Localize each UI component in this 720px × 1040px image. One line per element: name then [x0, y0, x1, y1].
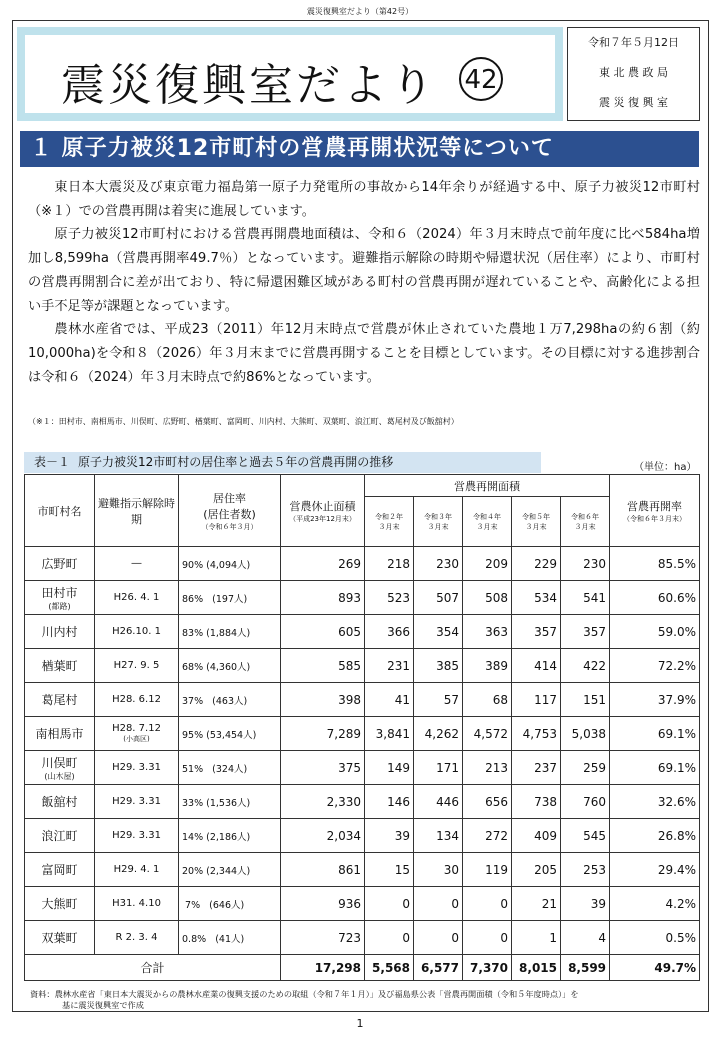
table-caption: [24, 452, 541, 473]
cell-resumed-area: 253: [561, 853, 610, 887]
cell-residence-rate: 68% (4,360人): [179, 649, 281, 683]
cell-resumed-area: 39: [365, 819, 414, 853]
cell-resumed-area: 57: [414, 683, 463, 717]
cell-suspended-area: 893: [281, 581, 365, 615]
info-box: [567, 27, 700, 121]
table-row: [25, 615, 700, 649]
header-name: 市町村名: [25, 475, 95, 547]
table-row: [25, 717, 700, 751]
cell-municipality-sub: (山木屋): [44, 771, 75, 781]
cell-resumed-area: 4,753: [512, 717, 561, 751]
cell-residence-rate: 86% (197人): [179, 581, 281, 615]
source-line-1: 資料：農林水産省「東日本大震災からの農林水産業の復興支援のための取組（令和７年１月）」及び福島県公表「営農再開面積（令和５年度時点）」を: [30, 989, 579, 999]
cell-evacuation-lifted: H26.10. 1: [95, 615, 179, 649]
cell-resumed-area: 357: [561, 615, 610, 649]
header-year: 令和３年 ３月末: [414, 497, 463, 547]
paragraph-1: 東日本大震災及び東京電力福島第一原子力発電所の事故から14年余りが経過する中、原子力被災12市町村（※１）での営農再開は着実に進展しています。: [28, 180, 700, 219]
cell-residence-rate: 20% (2,344人): [179, 853, 281, 887]
cell-total-resumed: 7,370: [463, 955, 512, 981]
paragraph-3: 農林水産省では、平成23（2011）年12月末時点で営農が休止されていた農地１万7,298haの約６割（約10,000ha)を令和８（2026）年３月末までに営農再開することを目標としています。その目標に対する進捗割合は令和６（2024）年３月末時点で約86%となっています。: [28, 322, 700, 385]
cell-resumed-area: 738: [512, 785, 561, 819]
cell-resumed-area: 21: [512, 887, 561, 921]
header-suspended-note: （平成23年12月末）: [289, 514, 356, 523]
cell-evacuation-lifted: H31. 4.10: [95, 887, 179, 921]
cell-resumption-rate: 4.2%: [610, 887, 700, 921]
cell-resumption-rate: 37.9%: [610, 683, 700, 717]
cell-resumption-rate: 26.8%: [610, 819, 700, 853]
table-row: [25, 853, 700, 887]
cell-municipality: 大熊町: [25, 887, 95, 921]
masthead-inner: [25, 35, 555, 113]
cell-resumed-area: 4: [561, 921, 610, 955]
cell-resumed-area: 534: [512, 581, 561, 615]
cell-resumed-area: 0: [463, 921, 512, 955]
cell-evacuation-lifted: H29. 3.31: [95, 819, 179, 853]
unit-label: （単位：ha）: [634, 462, 697, 473]
cell-resumed-area: 523: [365, 581, 414, 615]
cell-residence-rate: 83% (1,884人): [179, 615, 281, 649]
table-row: [25, 887, 700, 921]
header-resumed-group: 営農再開面積: [365, 475, 610, 497]
cell-resumed-area: 209: [463, 547, 512, 581]
header-evac: [95, 475, 179, 547]
cell-resumed-area: 0: [414, 921, 463, 955]
cell-evacuation-lifted: H26. 4. 1: [95, 581, 179, 615]
cell-resumed-area: 4,262: [414, 717, 463, 751]
cell-resumed-area: 259: [561, 751, 610, 785]
cell-residence-rate: 95% (53,454人): [179, 717, 281, 751]
cell-resumed-area: 656: [463, 785, 512, 819]
cell-resumption-rate: 59.0%: [610, 615, 700, 649]
cell-municipality: 飯舘村: [25, 785, 95, 819]
header-residence-label: 居住率: [213, 491, 246, 505]
cell-resumed-area: 15: [365, 853, 414, 887]
publish-date: 令和７年５月12日: [588, 36, 679, 49]
cell-resumed-area: 171: [414, 751, 463, 785]
cell-total-suspended: 17,298: [281, 955, 365, 981]
cell-resumed-area: 363: [463, 615, 512, 649]
header-rate: [610, 475, 700, 547]
cell-resumed-area: 0: [365, 921, 414, 955]
cell-resumed-area: 30: [414, 853, 463, 887]
cell-municipality: 広野町: [25, 547, 95, 581]
table-row: [25, 649, 700, 683]
cell-total-resumed: 6,577: [414, 955, 463, 981]
header-year: 令和２年 ３月末: [365, 497, 414, 547]
table-caption-text: 原子力被災12市町村の居住率と過去５年の営農再開の推移: [78, 455, 394, 469]
cell-resumed-area: 366: [365, 615, 414, 649]
cell-resumption-rate: 29.4%: [610, 853, 700, 887]
cell-resumed-area: 389: [463, 649, 512, 683]
cell-evacuation-lifted: H28. 7.12 (小高区): [95, 717, 179, 751]
cell-resumed-area: 134: [414, 819, 463, 853]
cell-suspended-area: 398: [281, 683, 365, 717]
header-rate-label: 営農再開率: [627, 499, 683, 513]
cell-resumed-area: 231: [365, 649, 414, 683]
header-year: 令和４年 ３月末: [463, 497, 512, 547]
cell-total-rate: 49.7%: [610, 955, 700, 981]
cell-residence-rate: 90% (4,094人): [179, 547, 281, 581]
header-suspended: [281, 475, 365, 547]
cell-evacuation-lifted: H27. 9. 5: [95, 649, 179, 683]
table-row: [25, 785, 700, 819]
cell-resumed-area: 0: [414, 887, 463, 921]
cell-suspended-area: 585: [281, 649, 365, 683]
cell-resumed-area: 237: [512, 751, 561, 785]
table-row: [25, 547, 700, 581]
cell-total-resumed: 8,599: [561, 955, 610, 981]
cell-resumed-area: 357: [512, 615, 561, 649]
cell-suspended-area: 2,034: [281, 819, 365, 853]
cell-municipality: 田村市 (都路): [25, 581, 95, 615]
table-row: [25, 819, 700, 853]
issue-number-badge: 42: [459, 57, 503, 101]
cell-resumed-area: 272: [463, 819, 512, 853]
header-year: 令和６年 ３月末: [561, 497, 610, 547]
cell-evacuation-lifted: R 2. 3. 4: [95, 921, 179, 955]
table-number: 表－１: [34, 455, 71, 469]
cell-municipality: 楢葉町: [25, 649, 95, 683]
table-row: [25, 751, 700, 785]
cell-resumption-rate: 69.1%: [610, 751, 700, 785]
cell-resumed-area: 41: [365, 683, 414, 717]
cell-resumed-area: 117: [512, 683, 561, 717]
page-number: 1: [356, 1017, 364, 1030]
cell-residence-rate: 7% (646人): [179, 887, 281, 921]
header-residence: [179, 475, 281, 547]
cell-residence-rate: 33% (1,536人): [179, 785, 281, 819]
cell-suspended-area: 723: [281, 921, 365, 955]
cell-municipality-sub: (都路): [48, 601, 71, 611]
cell-resumed-area: 149: [365, 751, 414, 785]
cell-municipality: 双葉町: [25, 921, 95, 955]
cell-resumed-area: 446: [414, 785, 463, 819]
masthead-title: 震災復興室だより: [61, 60, 437, 111]
cell-resumption-rate: 85.5%: [610, 547, 700, 581]
cell-resumption-rate: 0.5%: [610, 921, 700, 955]
header-suspended-label: 営農休止面積: [289, 499, 356, 513]
cell-resumed-area: 0: [365, 887, 414, 921]
header-evac-text: 避難指示解除時期: [98, 496, 175, 526]
cell-resumption-rate: 69.1%: [610, 717, 700, 751]
body-text: [28, 176, 700, 389]
cell-evacuation-lifted: H29. 3.31: [95, 751, 179, 785]
cell-municipality: 川内村: [25, 615, 95, 649]
cell-suspended-area: 605: [281, 615, 365, 649]
cell-resumed-area: 205: [512, 853, 561, 887]
cell-municipality: 富岡町: [25, 853, 95, 887]
source-note: [30, 989, 702, 1011]
cell-resumed-area: 0: [463, 887, 512, 921]
cell-resumed-area: 3,841: [365, 717, 414, 751]
cell-resumed-area: 39: [561, 887, 610, 921]
source-line-2: 基に震災復興室で作成: [62, 1000, 144, 1010]
cell-resumption-rate: 72.2%: [610, 649, 700, 683]
masthead: [17, 27, 563, 121]
cell-resumed-area: 213: [463, 751, 512, 785]
table-total-row: [25, 955, 700, 981]
organization: 東 北 農 政 局: [599, 66, 668, 79]
cell-residence-rate: 14% (2,186人): [179, 819, 281, 853]
cell-resumed-area: 422: [561, 649, 610, 683]
cell-evacuation-lifted: H28. 6.12: [95, 683, 179, 717]
cell-resumed-area: 414: [512, 649, 561, 683]
cell-resumed-area: 151: [561, 683, 610, 717]
cell-total-label: 合計: [25, 955, 281, 981]
cell-suspended-area: 861: [281, 853, 365, 887]
running-header: 震災復興室だより（第42号）: [306, 7, 414, 16]
resumption-table: [24, 474, 700, 981]
table-body: [25, 547, 700, 981]
cell-resumed-area: 354: [414, 615, 463, 649]
cell-suspended-area: 936: [281, 887, 365, 921]
cell-resumed-area: 119: [463, 853, 512, 887]
cell-resumed-area: 545: [561, 819, 610, 853]
table-row: [25, 581, 700, 615]
cell-municipality: 葛尾村: [25, 683, 95, 717]
cell-resumed-area: 760: [561, 785, 610, 819]
cell-resumed-area: 230: [561, 547, 610, 581]
cell-total-resumed: 8,015: [512, 955, 561, 981]
cell-suspended-area: 7,289: [281, 717, 365, 751]
cell-resumption-rate: 32.6%: [610, 785, 700, 819]
table-row: [25, 683, 700, 717]
cell-suspended-area: 269: [281, 547, 365, 581]
cell-evacuation-lifted: H29. 3.31: [95, 785, 179, 819]
cell-evacuation-lifted: H29. 4. 1: [95, 853, 179, 887]
header-rate-note: （令和６年３月末）: [623, 514, 687, 523]
header-residence-sub: (居住者数): [203, 507, 256, 521]
cell-evacuation-lifted: ―: [95, 547, 179, 581]
cell-resumed-area: 4,572: [463, 717, 512, 751]
cell-resumed-area: 1: [512, 921, 561, 955]
cell-resumed-area: 218: [365, 547, 414, 581]
cell-resumed-area: 230: [414, 547, 463, 581]
cell-resumed-area: 68: [463, 683, 512, 717]
footnote: （※１：田村市、南相馬市、川俣町、広野町、楢葉町、富岡町、川内村、大熊町、双葉町、浪江町、葛尾村及び飯舘村）: [28, 417, 459, 426]
cell-municipality: 南相馬市: [25, 717, 95, 751]
cell-resumed-area: 541: [561, 581, 610, 615]
cell-resumed-area: 508: [463, 581, 512, 615]
cell-municipality: 浪江町: [25, 819, 95, 853]
table-row: [25, 921, 700, 955]
cell-resumed-area: 229: [512, 547, 561, 581]
cell-suspended-area: 2,330: [281, 785, 365, 819]
cell-residence-rate: 0.8% (41人): [179, 921, 281, 955]
cell-resumed-area: 409: [512, 819, 561, 853]
cell-municipality: 川俣町 (山木屋): [25, 751, 95, 785]
cell-resumed-area: 507: [414, 581, 463, 615]
cell-resumed-area: 5,038: [561, 717, 610, 751]
cell-evacuation-sub: (小高区): [123, 735, 150, 743]
header-year: 令和５年 ３月末: [512, 497, 561, 547]
header-residence-note: （令和６年３月）: [201, 522, 258, 531]
cell-residence-rate: 51% (324人): [179, 751, 281, 785]
cell-suspended-area: 375: [281, 751, 365, 785]
cell-resumption-rate: 60.6%: [610, 581, 700, 615]
section-title: １ 原子力被災12市町村の営農再開状況等について: [20, 131, 699, 167]
cell-total-resumed: 5,568: [365, 955, 414, 981]
department: 震 災 復 興 室: [599, 96, 668, 109]
cell-resumed-area: 385: [414, 649, 463, 683]
cell-residence-rate: 37% (463人): [179, 683, 281, 717]
paragraph-2: 原子力被災12市町村における営農再開農地面積は、令和６（2024）年３月末時点で前年度に比べ584ha増加し8,599ha（営農再開率49.7％）となっています。避難指示解除の時期や帰還状況（居住率）により、市町村の営農再開割合に差が出ており、特に帰還困難区域がある町村の営農再開が遅れていることや、高齢化による担い手不足等が課題となっています。: [28, 227, 700, 314]
cell-resumed-area: 146: [365, 785, 414, 819]
